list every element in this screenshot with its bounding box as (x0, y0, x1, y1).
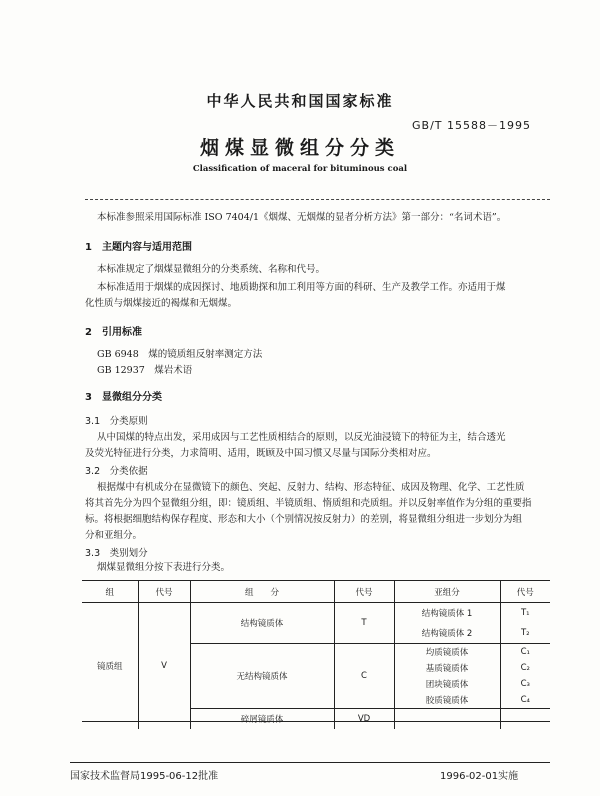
component-cell: 碎屑镜质体 (190, 709, 334, 730)
subcomponent-cell: 结构镜质体 2 (394, 623, 500, 644)
header-group-code: 代号 (138, 581, 190, 603)
subcomponent-code-cell: C₃ (500, 676, 550, 692)
standard-number: GB/T 15588－1995 (412, 119, 531, 132)
section-3-2-line-2: 将其首先分为四个显微组分组，即：镜质组、半镜质组、惰质组和壳质组。并以反射率值作为分组的重要指 (85, 498, 532, 509)
section-3-1-line-2: 及荧光特征进行分类，力求简明、适用，既顾及中国习惯又尽量与国际分类相对应。 (85, 448, 437, 459)
section-3-3-line-1: 烟煤显微组分按下表进行分类。 (97, 562, 231, 573)
section-1-paragraph-2-cont: 化性质与烟煤接近的褐煤和无烟煤。 (85, 298, 238, 309)
component-code-cell: T (334, 603, 394, 644)
maceral-classification-table (82, 580, 550, 729)
component-cell: 结构镜质体 (190, 603, 334, 644)
section-3-2-line-4: 分和亚组分。 (85, 530, 143, 541)
group-cell: 镜质组 (96, 662, 123, 672)
subcomponent-code-cell: C₄ (500, 692, 550, 709)
approval-date: 国家技术监督局1995-06-12批准 (70, 771, 219, 782)
section-3-1-line-1: 从中国煤的特点出发，采用成因与工艺性质相结合的原则，以反光油浸镜下的特征为主，结合透光 (97, 432, 506, 443)
header-subcomponent: 亚组分 (394, 581, 500, 603)
document-title-cn: 烟煤显微组分分类 (199, 137, 400, 159)
section-2-heading: 2 引用标准 (85, 327, 142, 338)
section-1-paragraph-1: 本标准规定了烟煤显微组分的分类系统、名称和代号。 (97, 264, 326, 275)
subcomponent-code-cell: T₂ (500, 623, 550, 644)
section-3-2-line-3: 标。将根据细胞结构保存程度、形态和大小（个别情况按反射力）的差别，将显微组分组进一步划分为组 (85, 514, 523, 525)
table-header-row (82, 581, 550, 603)
table-row (82, 603, 550, 624)
subcomponent-code-cell (500, 709, 550, 730)
component-code-cell: C (334, 644, 394, 709)
table-bottom-rule (82, 721, 550, 722)
subcomponent-code-cell: C₂ (500, 660, 550, 676)
subcomponent-cell: 胶质镜质体 (394, 692, 500, 709)
section-3-2-line-1: 根据煤中有机成分在显微镜下的颜色、突起、反射力、结构、形态特征、成因及物理、化学、工艺性质 (97, 482, 525, 493)
reference-2: GB 12937 煤岩术语 (97, 365, 193, 376)
section-1-paragraph-2: 本标准适用于烟煤的成因探讨、地质勘探和加工利用等方面的科研、生产及教学工作。亦适用于煤 (97, 282, 506, 293)
subcomponent-cell (394, 709, 500, 730)
header-component: 组 分 (190, 581, 334, 603)
section-3-2-heading: 3.2 分类依据 (85, 466, 148, 477)
section-3-3-heading: 3.3 类别划分 (85, 548, 148, 559)
subcomponent-cell: 团块镜质体 (394, 676, 500, 692)
section-3-1-heading: 3.1 分类原则 (85, 416, 148, 427)
section-1-heading: 1 主题内容与适用范围 (85, 242, 192, 253)
document-title-en: Classification of maceral for bituminous coal (192, 164, 408, 174)
national-standard-label: 中华人民共和国国家标准 (206, 92, 394, 110)
implementation-date: 1996-02-01实施 (440, 771, 519, 782)
intro-paragraph: 本标准参照采用国际标准 ISO 7404/1《烟煤、无烟煤的显者分析方法》第一部分：“名词术语”。 (97, 212, 507, 223)
component-cell: 无结构镜质体 (190, 644, 334, 709)
title-divider (85, 199, 550, 200)
footer-divider (70, 762, 550, 763)
subcomponent-cell: 结构镜质体 1 (394, 603, 500, 624)
component-code-cell: VD (334, 709, 394, 730)
subcomponent-cell: 均质镜质体 (394, 644, 500, 661)
header-component-code: 代号 (334, 581, 394, 603)
section-3-heading: 3 显微组分分类 (85, 392, 162, 403)
group-code-cell: V (138, 603, 190, 730)
subcomponent-cell: 基质镜质体 (394, 660, 500, 676)
header-group: 组 (82, 581, 138, 603)
subcomponent-code-cell: C₁ (500, 644, 550, 661)
reference-1: GB 6948 煤的镜质组反射率测定方法 (97, 349, 263, 360)
header-subcomponent-code: 代号 (500, 581, 550, 603)
subcomponent-code-cell: T₁ (500, 603, 550, 624)
